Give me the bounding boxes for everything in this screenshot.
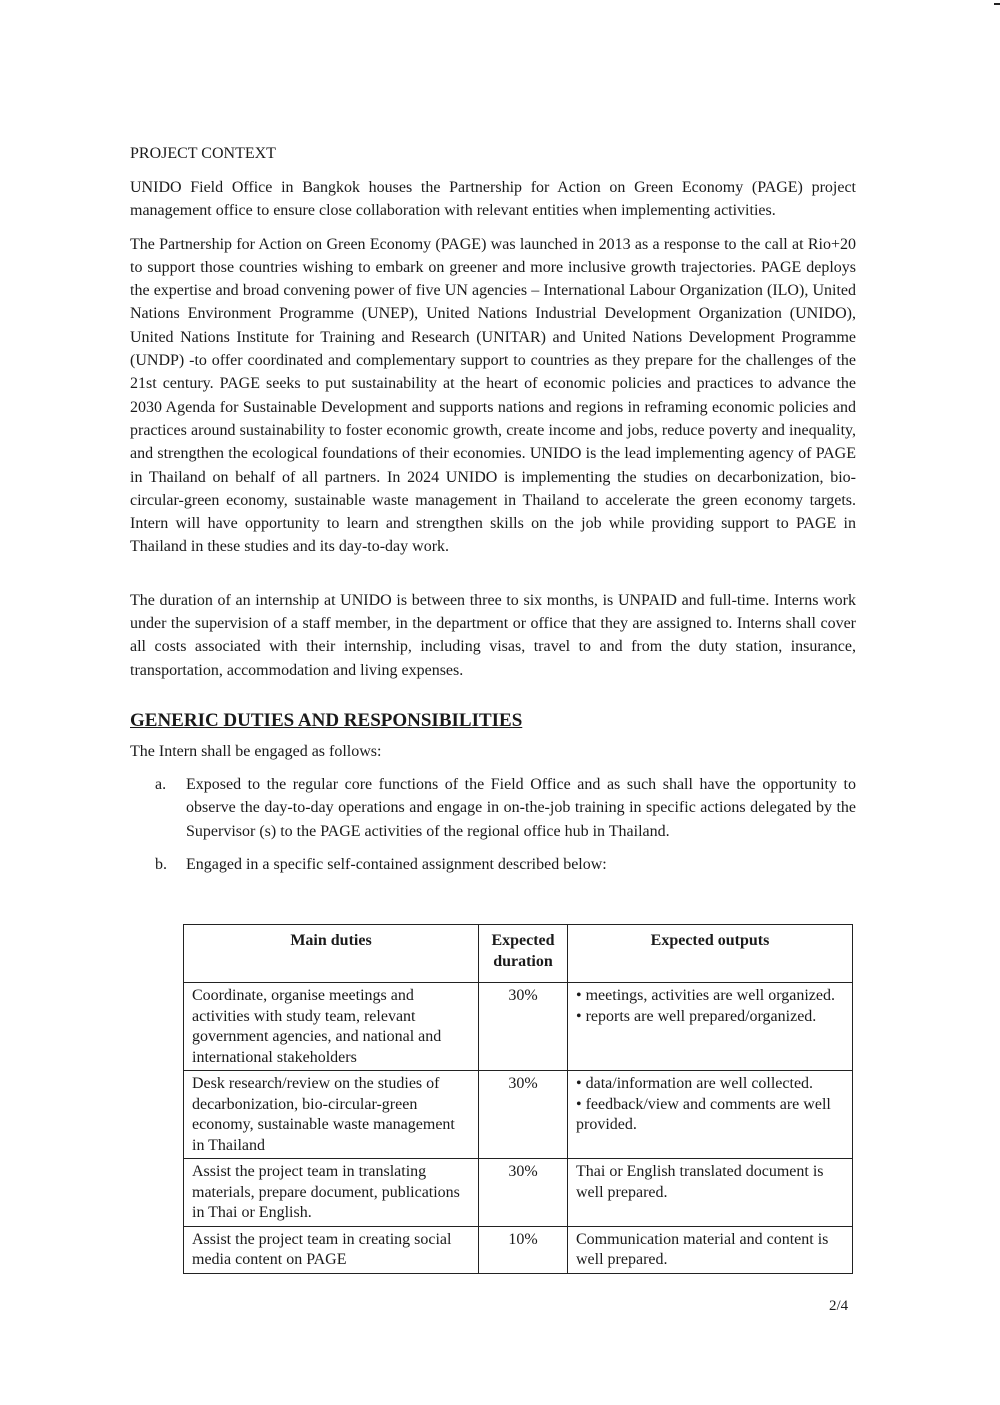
- output-line: • reports are well prepared/organized.: [576, 1007, 817, 1025]
- outputs-cell: [568, 1159, 853, 1227]
- list-text: Exposed to the regular core functions of the Field Office and as such shall have the opportunity to observe the day-to-day operations and engage in on-the-job training in specific actions delegated by the Supervisor (s) to the PAGE activities of the regional office hub in Thailand.: [186, 775, 856, 840]
- outputs-cell: [568, 983, 853, 1071]
- header-expected-duration: Expected duration: [479, 925, 568, 983]
- section-label: PROJECT CONTEXT: [130, 145, 276, 162]
- table-row: [184, 1159, 853, 1227]
- table-row: [184, 1071, 853, 1159]
- output-line: • data/information are well collected.: [576, 1075, 814, 1092]
- paragraph-internship-terms: The duration of an internship at UNIDO is between three to six months, is UNPAID and full-time. Interns work under the supervision of a staff member, in the department or office that they are assigned to. Interns shall cover all costs associated with their internship, including visas, travel to and from the duty station, insurance, transportation, accommodation and living expenses.: [130, 591, 856, 679]
- duty-cell: Coordinate, organise meetings and activities with study team, relevant government agencies, and national and international stakeholders: [184, 983, 479, 1071]
- scan-mark: [994, 3, 1000, 5]
- output-line: • meetings, activities are well organized.: [576, 987, 835, 1004]
- duration-cell: 30%: [479, 1159, 568, 1227]
- duration-cell: 30%: [479, 983, 568, 1071]
- paragraph-page-background: The Partnership for Action on Green Economy (PAGE) was launched in 2013 as a response to the call at Rio+20 to support those countries wishing to embark on greener and more inclusive growth trajectories. PAGE deploys the expertise and broad convening power of five UN agencies – International Labour Organization (ILO), United Nations Environment Programme (UNEP), United Nations Industrial Development Organization (UNIDO), United Nations Institute for Training and Research (UNITAR) and United Nations Development Programme (UNDP) -to offer coordinated and complementary support to countries as they prepare for the challenges of the 21st century. PAGE seeks to put sustainability at the heart of economic policies and practices to advance the 2030 Agenda for Sustainable Development and supports nations and regions in reframing economic policies and practices around sustainability to foster economic growth, create income and jobs, reduce poverty and inequality, and strengthen the ecological foundations of their economies. UNIDO is the lead implementing agency of PAGE in Thailand on behalf of all partners. In 2024 UNIDO is implementing the studies on decarbonization, bio-circular-green economy, sustainable waste management in Thailand to accelerate the green economy targets. Intern will have opportunity to learn and strengthen skills on the job while providing support to PAGE in Thailand in these studies and its day-to-day work.: [130, 235, 856, 556]
- page-number: 2/4: [829, 1298, 849, 1314]
- table-row: [184, 983, 853, 1071]
- duty-cell: Assist the project team in translating materials, prepare document, publications in Thai or English.: [184, 1159, 479, 1227]
- output-line: Thai or English translated document is well prepared.: [576, 1163, 824, 1201]
- duties-intro: The Intern shall be engaged as follows:: [130, 742, 382, 760]
- header-expected-outputs: Expected outputs: [568, 925, 853, 983]
- duration-cell: 30%: [479, 1071, 568, 1159]
- document-body: [130, 143, 856, 886]
- output-line: Communication material and content is well prepared.: [576, 1230, 829, 1268]
- output-line: • feedback/view and comments are well provided.: [576, 1095, 831, 1133]
- paragraph-office: UNIDO Field Office in Bangkok houses the Partnership for Action on Green Economy (PAGE) project management office to ensure close collaboration with relevant entities when implementing activities.: [130, 179, 856, 220]
- table-row: [184, 1226, 853, 1273]
- duration-cell: 10%: [479, 1226, 568, 1273]
- duty-cell: Desk research/review on the studies of decarbonization, bio-circular-green economy, sustainable waste management in Thailand: [184, 1071, 479, 1159]
- table-header-row: [184, 925, 853, 983]
- duty-cell: Assist the project team in creating social media content on PAGE: [184, 1226, 479, 1273]
- list-item: [155, 773, 856, 843]
- outputs-cell: [568, 1226, 853, 1273]
- list-text: Engaged in a specific self-contained assignment described below:: [186, 855, 607, 873]
- duties-table: [183, 924, 853, 1274]
- list-item: [155, 853, 856, 876]
- list-marker: b.: [155, 855, 167, 873]
- outputs-cell: [568, 1071, 853, 1159]
- list-marker: a.: [155, 775, 167, 793]
- header-main-duties: Main duties: [184, 925, 479, 983]
- duties-heading: GENERIC DUTIES AND RESPONSIBILITIES: [130, 709, 523, 731]
